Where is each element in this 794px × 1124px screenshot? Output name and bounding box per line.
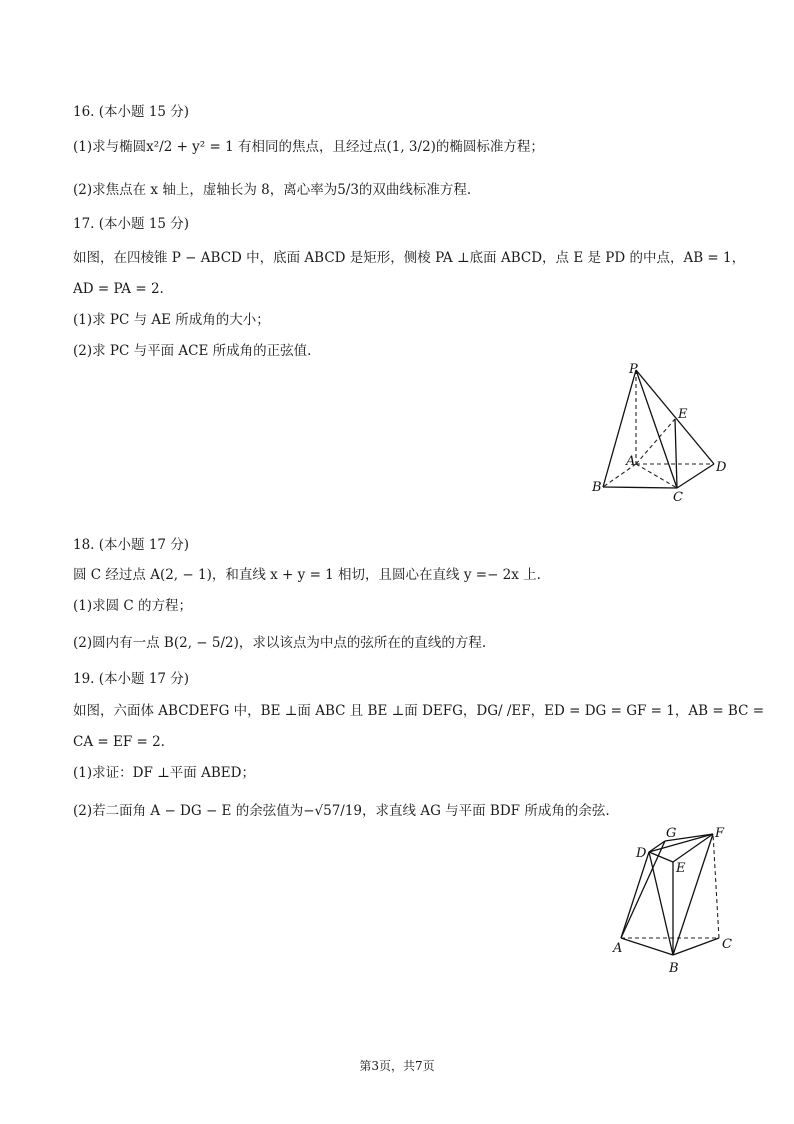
q19-hexahedron-figure bbox=[605, 822, 740, 977]
q18-part2: (2)圆内有一点 B(2, − 5/2)，求以该点为中点的弦所在的直线的方程. bbox=[73, 635, 487, 651]
label-A: A bbox=[613, 941, 623, 956]
q17-body-line1: 如图，在四棱锥 P − ABCD 中，底面 ABCD 是矩形，侧棱 PA ⊥底面 ABCD，点 E 是 PD 的中点，AB = 1， bbox=[73, 250, 746, 266]
edge-AC bbox=[636, 464, 677, 488]
q17-body-line2: AD = PA = 2. bbox=[73, 281, 164, 297]
label-C: C bbox=[673, 490, 683, 505]
q17-pyramid-figure bbox=[585, 360, 730, 505]
q19-part1: (1)求证：DF ⊥平面 ABED； bbox=[73, 765, 255, 781]
q19-part2: (2)若二面角 A − DG − E 的余弦值为−√57/19，求直线 AG 与平面 BDF 所成角的余弦. bbox=[73, 803, 610, 819]
edge-DF bbox=[649, 834, 713, 852]
q16-part1: (1)求与椭圆x²/2 + y² = 1 有相同的焦点，且经过点(1, 3/2)的椭圆标准方程； bbox=[73, 139, 544, 155]
label-D: D bbox=[636, 846, 647, 861]
q17-part2: (2)求 PC 与平面 ACE 所成角的正弦值. bbox=[73, 343, 312, 359]
label-D: D bbox=[716, 460, 727, 475]
q18-title: 18. (本小题 17 分) bbox=[73, 537, 190, 553]
q19-title: 19. (本小题 17 分) bbox=[73, 671, 190, 687]
q16-part2: (2)求焦点在 x 轴上，虚轴长为 8，离心率为5/3的双曲线标准方程. bbox=[73, 182, 472, 198]
edge-EF bbox=[673, 834, 713, 862]
edge-PB bbox=[603, 370, 636, 487]
label-E: E bbox=[676, 861, 686, 876]
edge-EC bbox=[675, 419, 677, 488]
label-B: B bbox=[669, 961, 679, 976]
q19-body-line1: 如图，六面体 ABCDEFG 中，BE ⊥面 ABC 且 BE ⊥面 DEFG，DG/ /EF，ED = DG = GF = 1，AB = BC = bbox=[73, 703, 765, 719]
edge-CF bbox=[713, 834, 719, 938]
edge-PC bbox=[636, 370, 677, 488]
edge-BC bbox=[673, 938, 719, 955]
edge-PD bbox=[636, 370, 714, 464]
edge-CD bbox=[677, 464, 714, 488]
label-E: E bbox=[678, 407, 688, 422]
edge-AD bbox=[621, 852, 649, 938]
q16-title: 16. (本小题 15 分) bbox=[73, 104, 190, 120]
q18-body: 圆 C 经过点 A(2, − 1)，和直线 x + y = 1 相切，且圆心在直线 y =− 2x 上. bbox=[73, 567, 541, 583]
label-B: B bbox=[592, 480, 602, 495]
q18-part1: (1)求圆 C 的方程； bbox=[73, 598, 193, 614]
edge-BC bbox=[603, 487, 677, 488]
page-footer: 第3页，共7页 bbox=[359, 1059, 435, 1073]
label-G: G bbox=[666, 826, 677, 841]
label-A: A bbox=[626, 454, 636, 469]
q17-title: 17. (本小题 15 分) bbox=[73, 216, 190, 232]
q19-body-line2: CA = EF = 2. bbox=[73, 734, 165, 750]
edge-BF bbox=[673, 834, 713, 955]
edge-DE bbox=[649, 852, 673, 862]
q17-part1: (1)求 PC 与 AE 所成角的大小； bbox=[73, 312, 270, 328]
label-C: C bbox=[722, 937, 732, 952]
label-F: F bbox=[715, 826, 725, 841]
edge-AB bbox=[621, 938, 673, 955]
label-P: P bbox=[629, 362, 638, 377]
